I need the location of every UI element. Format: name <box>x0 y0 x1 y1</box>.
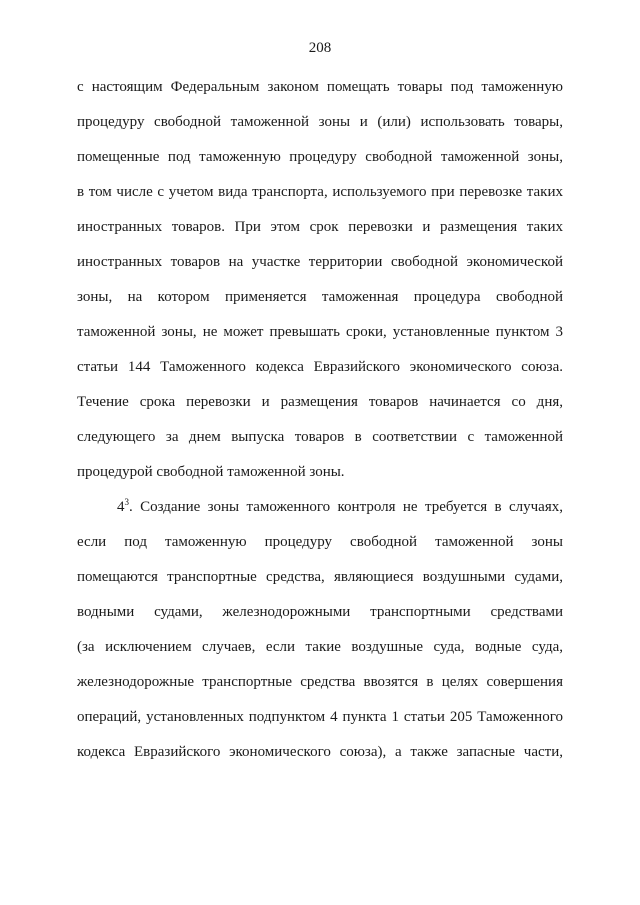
text-line: (за исключением случаев, если такие воздушные суда, водные суда, <box>77 639 563 655</box>
text-line: в том числе с учетом вида транспорта, используемого при перевозке таких <box>77 184 563 200</box>
text-line: таможенной зоны, не может превышать сроки, установленные пунктом 3 <box>77 324 563 340</box>
paragraph-number-superscript: 3 <box>124 497 129 507</box>
text-line: кодекса Евразийского экономического союза), а также запасные части, <box>77 744 563 760</box>
page-number: 208 <box>308 40 332 56</box>
text-line: процедуру свободной таможенной зоны и (или) использовать товары, <box>77 114 563 130</box>
text-line: зоны, на котором применяется таможенная процедура свободной <box>77 289 563 305</box>
text-line: Течение срока перевозки и размещения товаров начинается со дня, <box>77 394 563 410</box>
paragraph-first-line <box>117 497 563 517</box>
text-line: помещенные под таможенную процедуру свободной таможенной зоны, <box>77 149 563 165</box>
text-line: . Создание зоны таможенного контроля не требуется в случаях, <box>129 499 563 515</box>
text-line: иностранных товаров. При этом срок перевозки и размещения таких <box>77 219 563 235</box>
text-line: процедурой свободной таможенной зоны. <box>77 464 345 480</box>
text-line: водными судами, железнодорожными транспортными средствами <box>77 604 563 620</box>
text-line: статьи 144 Таможенного кодекса Евразийского экономического союза. <box>77 359 563 375</box>
text-line: железнодорожные транспортные средства ввозятся в целях совершения <box>77 674 563 690</box>
text-line: помещаются транспортные средства, являющиеся воздушными судами, <box>77 569 563 585</box>
text-line: иностранных товаров на участке территории свободной экономической <box>77 254 563 270</box>
text-line: если под таможенную процедуру свободной таможенной зоны <box>77 534 563 550</box>
text-line: с настоящим Федеральным законом помещать товары под таможенную <box>77 79 563 95</box>
paragraph-number: 4 <box>117 499 125 515</box>
text-line: следующего за днем выпуска товаров в соответствии с таможенной <box>77 429 563 445</box>
text-line: операций, установленных подпунктом 4 пункта 1 статьи 205 Таможенного <box>77 709 563 725</box>
